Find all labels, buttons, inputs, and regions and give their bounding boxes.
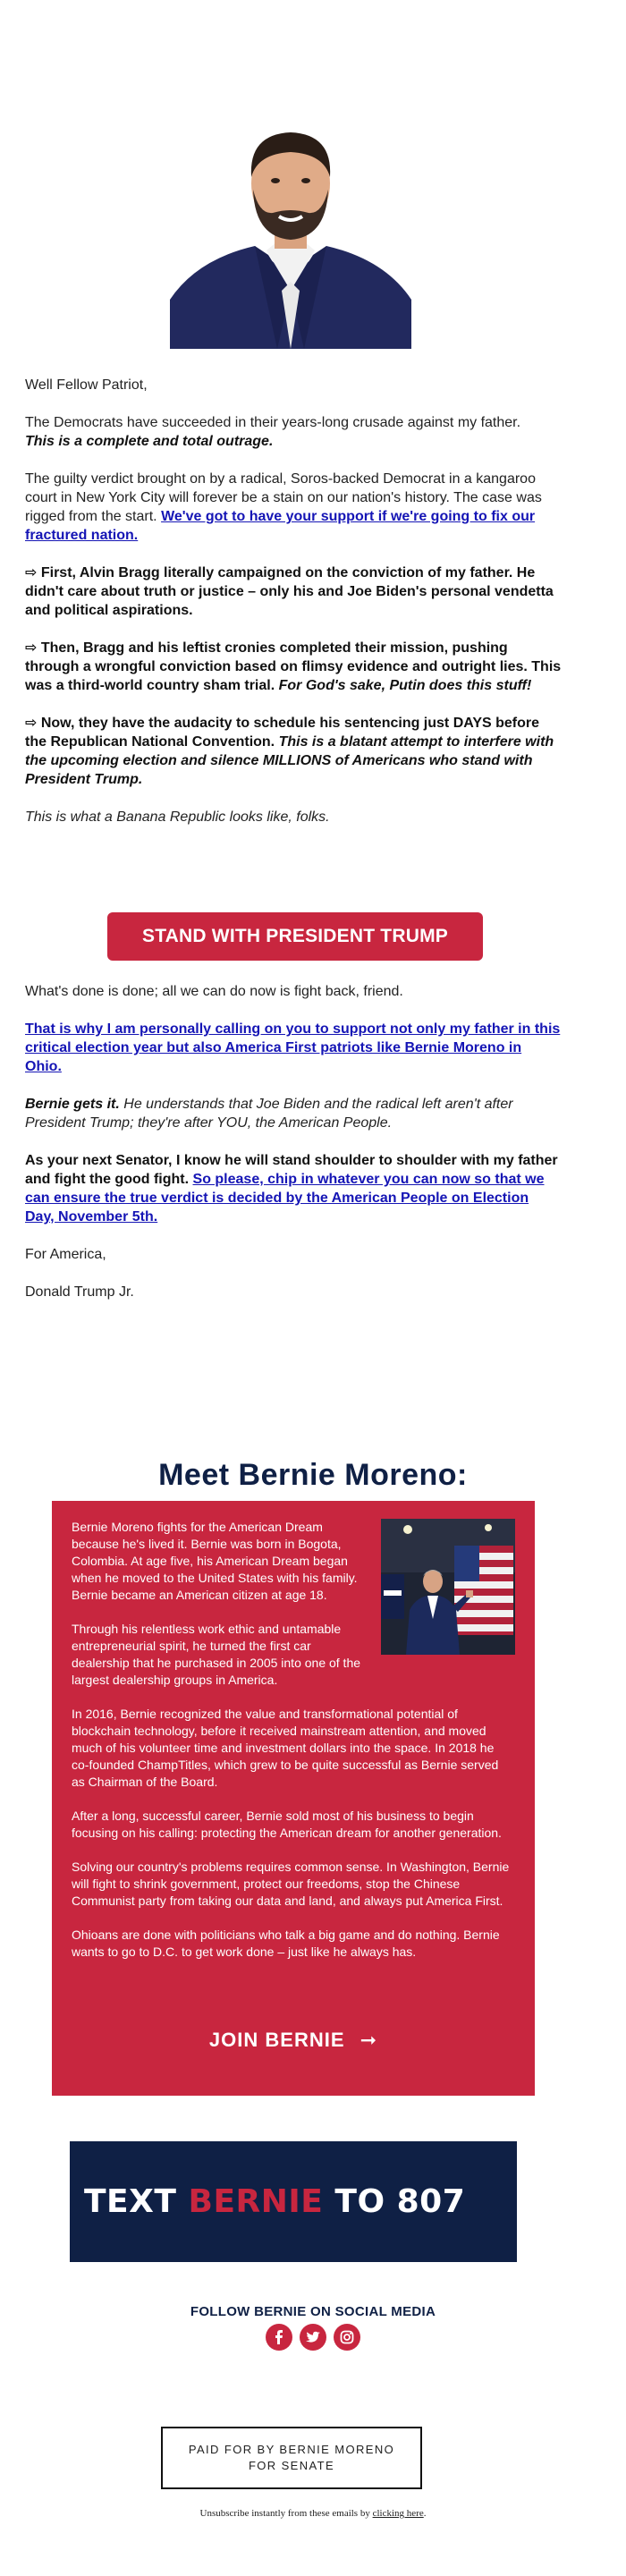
meet-bernie-title: Meet Bernie Moreno:: [158, 1458, 468, 1492]
paragraph-text: ⇨ Then, Bragg and his leftist cronies completed their mission, pushing through a wrongful conviction based on flimsy evidence and outright lies. This was a third-world country sham trial.: [25, 640, 562, 693]
letter-body: [25, 376, 562, 845]
emphasis-text: This is a blatant attempt to interfere with the upcoming election and silence MILLIONS of Americans who stand with President Trump.: [25, 734, 554, 787]
paragraph-text: As your next Senator, I know he will stand shoulder to shoulder with my father and fight the good fight.: [25, 1153, 558, 1187]
emphasis-text: Bernie gets it.: [25, 1097, 120, 1112]
paid-line-1: PAID FOR BY BERNIE MORENO: [188, 2443, 395, 2456]
bio-paragraph: After a long, successful career, Bernie sold most of his business to begin focusing on his calling: protecting the American dream for another generation.: [72, 1809, 502, 1840]
paragraph-text: The guilty verdict brought on by a radical, Soros-backed Democrat in a kangaroo court in New York City will forever be a stain on our nation's history. The case was rigged from the start.: [25, 471, 542, 524]
letter-body-continued: [25, 982, 562, 1320]
paid-for-disclaimer: [161, 2427, 422, 2489]
bio-paragraph: Through his relentless work ethic and untamable entrepreneurial spirit, he turned the first car dealership that he purchased in 2005 into one of the largest dealership groups in America.: [72, 1622, 361, 1687]
join-bernie-button[interactable]: [52, 2029, 535, 2052]
paragraph-text: ⇨ Now, they have the audacity to schedule his sentencing just DAYS before the Republican National Convention.: [25, 716, 540, 750]
social-icons: [0, 2324, 626, 2351]
instagram-icon[interactable]: [334, 2324, 360, 2351]
arrow-right-icon: ➞: [360, 2029, 378, 2051]
paragraph-bernie-gets-it: [25, 1095, 562, 1132]
banner-prefix: TEXT: [84, 2183, 189, 2220]
text-bernie-banner[interactable]: [70, 2141, 517, 2262]
unsubscribe-link[interactable]: clicking here: [372, 2508, 424, 2519]
paragraph-banana: This is what a Banana Republic looks like, folks.: [25, 809, 330, 825]
emphasis-text: This is a complete and total outrage.: [25, 434, 274, 449]
unsubscribe-text: Unsubscribe instantly from these emails by: [199, 2508, 370, 2519]
paragraph-text: He understands that Joe Biden and the radical left aren't after President Trump; they're after YOU, the American People.: [25, 1097, 513, 1131]
paragraph-then: [25, 639, 562, 695]
facebook-icon[interactable]: [266, 2324, 292, 2351]
bio-paragraph: Solving our country's problems requires common sense. In Washington, Bernie will fight to shrink government, protect our freedoms, stop the Chinese Communist party from taking our data and land, and always put America First.: [72, 1860, 510, 1908]
join-label: JOIN BERNIE: [208, 2029, 345, 2051]
greeting: Well Fellow Patriot,: [25, 377, 148, 393]
paragraph-verdict: [25, 470, 562, 545]
bio-paragraph: In 2016, Bernie recognized the value and transformational potential of blockchain technology, before it received mainstream attention, and moved much of his volunteer time and investment dollars into the space. In 2018 he co-founded ChampTitles, which grew to be quite successful as Bernie served as Chairman of the Board.: [72, 1707, 499, 1789]
unsubscribe-end: .: [423, 2508, 427, 2519]
signature: Donald Trump Jr.: [25, 1284, 134, 1300]
paragraph-fight-back: What's done is done; all we can do now is fight back, friend.: [25, 984, 403, 999]
banner-keyword: BERNIE: [188, 2183, 324, 2220]
paid-line-2: FOR SENATE: [248, 2459, 335, 2472]
calling-link[interactable]: That is why I am personally calling on you to support not only my father in this critical election year but also America First patriots like Bernie Moreno in Ohio.: [25, 1021, 561, 1074]
bio-text: [72, 1519, 510, 1978]
paragraph-text: The Democrats have succeeded in their years-long crusade against my father.: [25, 415, 521, 430]
chip-in-link[interactable]: So please, chip in whatever you can now so that we can ensure the true verdict is decided by the American People on Election Day, November 5th.: [25, 1172, 545, 1224]
bio-paragraph: Ohioans are done with politicians who talk a big game and do nothing. Bernie wants to go to D.C. to get work done – just like he always has.: [72, 1928, 500, 1959]
follow-heading: FOLLOW BERNIE ON SOCIAL MEDIA: [190, 2304, 436, 2319]
banner-suffix: TO 807: [323, 2183, 466, 2220]
paragraph-senator: [25, 1151, 562, 1226]
closing: For America,: [25, 1247, 106, 1262]
bio-box: [52, 1501, 535, 2096]
paragraph-now: [25, 714, 562, 789]
support-link[interactable]: We've got to have your support if we're going to fix our fractured nation.: [25, 509, 536, 543]
paragraph-first: ⇨ First, Alvin Bragg literally campaigned on the conviction of my father. He didn't care about truth or justice – only his and Joe Biden's personal vendetta and political aspirations.: [25, 565, 554, 618]
emphasis-text: For God's sake, Putin does this stuff!: [278, 678, 532, 693]
paragraph-calling: [25, 1020, 562, 1076]
bio-paragraph: Bernie Moreno fights for the American Dream because he's lived it. Bernie was born in Bogota, Colombia. At age five, his American Dream began when he moved to the United States with his family. Bernie became an American citizen at age 18.: [72, 1520, 358, 1602]
unsubscribe-notice: [0, 2508, 626, 2519]
twitter-icon[interactable]: [300, 2324, 326, 2351]
hero-portrait: [170, 107, 411, 349]
paragraph-outrage: [25, 413, 562, 451]
stand-with-trump-button[interactable]: STAND WITH PRESIDENT TRUMP: [107, 912, 483, 961]
